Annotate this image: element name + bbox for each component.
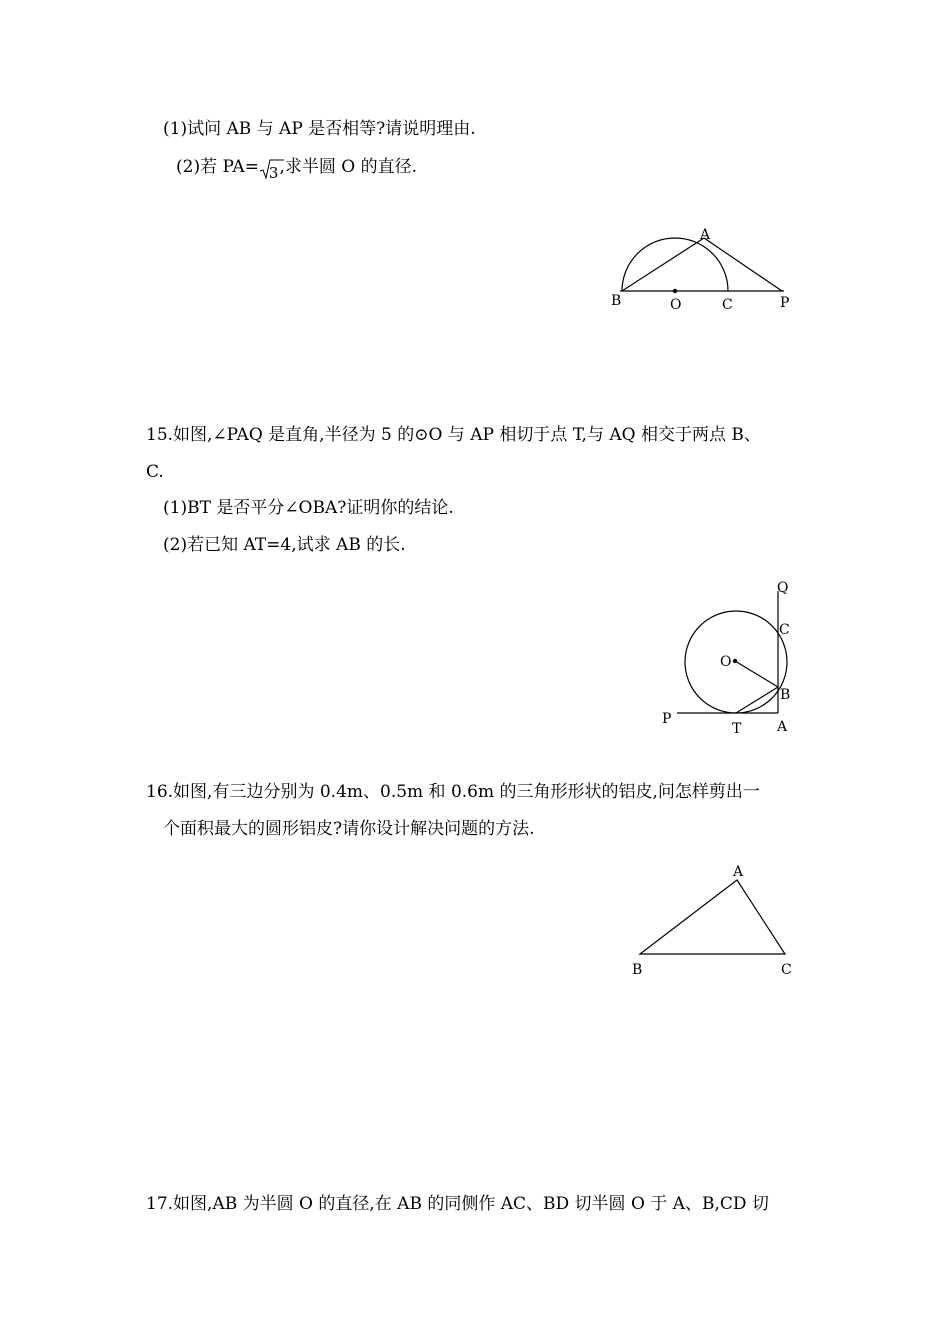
- q16-stem-line2: 个面积最大的圆形铝皮?请你设计解决问题的方法.: [163, 819, 535, 839]
- q14-figure: [600, 220, 810, 320]
- q15-part1: (1)BT 是否平分∠OBA?证明你的结论.: [163, 498, 454, 518]
- q15-center-dot: [733, 659, 737, 663]
- q16-label-c: C: [781, 962, 792, 978]
- q15-segment-ob: [735, 661, 778, 687]
- q14-label-c: C: [722, 297, 733, 313]
- q15-label-t: T: [732, 721, 742, 737]
- q15-label-p: P: [662, 711, 672, 727]
- q15-label-b: B: [780, 687, 791, 703]
- q14-label-b: B: [611, 293, 622, 309]
- q15-label-c: C: [779, 622, 790, 638]
- q16-figure: [620, 860, 810, 980]
- q14-center-dot: [673, 289, 677, 293]
- q16-stem-line1: 16.如图,有三边分别为 0.4m、0.5m 和 0.6m 的三角形形状的铝皮,问怎样剪出一: [146, 782, 760, 802]
- q14-semicircle: [622, 238, 728, 291]
- q15-part2: (2)若已知 AT=4,试求 AB 的长.: [163, 535, 406, 555]
- q16-label-a: A: [733, 864, 744, 880]
- q14-segment-ba: [622, 238, 704, 291]
- q14-part2-suffix: ,求半圆 O 的直径.: [279, 157, 417, 177]
- q16-triangle: [640, 880, 785, 954]
- q15-label-o: O: [720, 654, 732, 670]
- q14-part2: [176, 156, 417, 182]
- q15-figure: [655, 575, 815, 740]
- q14-sqrt-radicand: 3: [268, 164, 279, 182]
- q14-part2-prefix: (2)若 PA=: [176, 157, 259, 177]
- q15-label-a: A: [777, 719, 788, 735]
- q14-part1: (1)试问 AB 与 AP 是否相等?请说明理由.: [163, 119, 476, 139]
- q14-segment-ap: [704, 238, 782, 291]
- q17-stem-line1: 17.如图,AB 为半圆 O 的直径,在 AB 的同侧作 AC、BD 切半圆 O 于 A、B,CD 切: [146, 1194, 769, 1214]
- q14-label-a: A: [700, 227, 711, 243]
- sqrt-symbol: [260, 162, 279, 184]
- q16-label-b: B: [632, 962, 643, 978]
- q14-label-p: P: [780, 295, 790, 311]
- q15-stem-line1: 15.如图,∠PAQ 是直角,半径为 5 的⊙O 与 AP 相切于点 T,与 AQ 相交于两点 B、: [146, 425, 761, 445]
- q14-label-o: O: [670, 297, 682, 313]
- q15-stem-line2: C.: [146, 462, 164, 482]
- q15-label-q: Q: [777, 580, 789, 596]
